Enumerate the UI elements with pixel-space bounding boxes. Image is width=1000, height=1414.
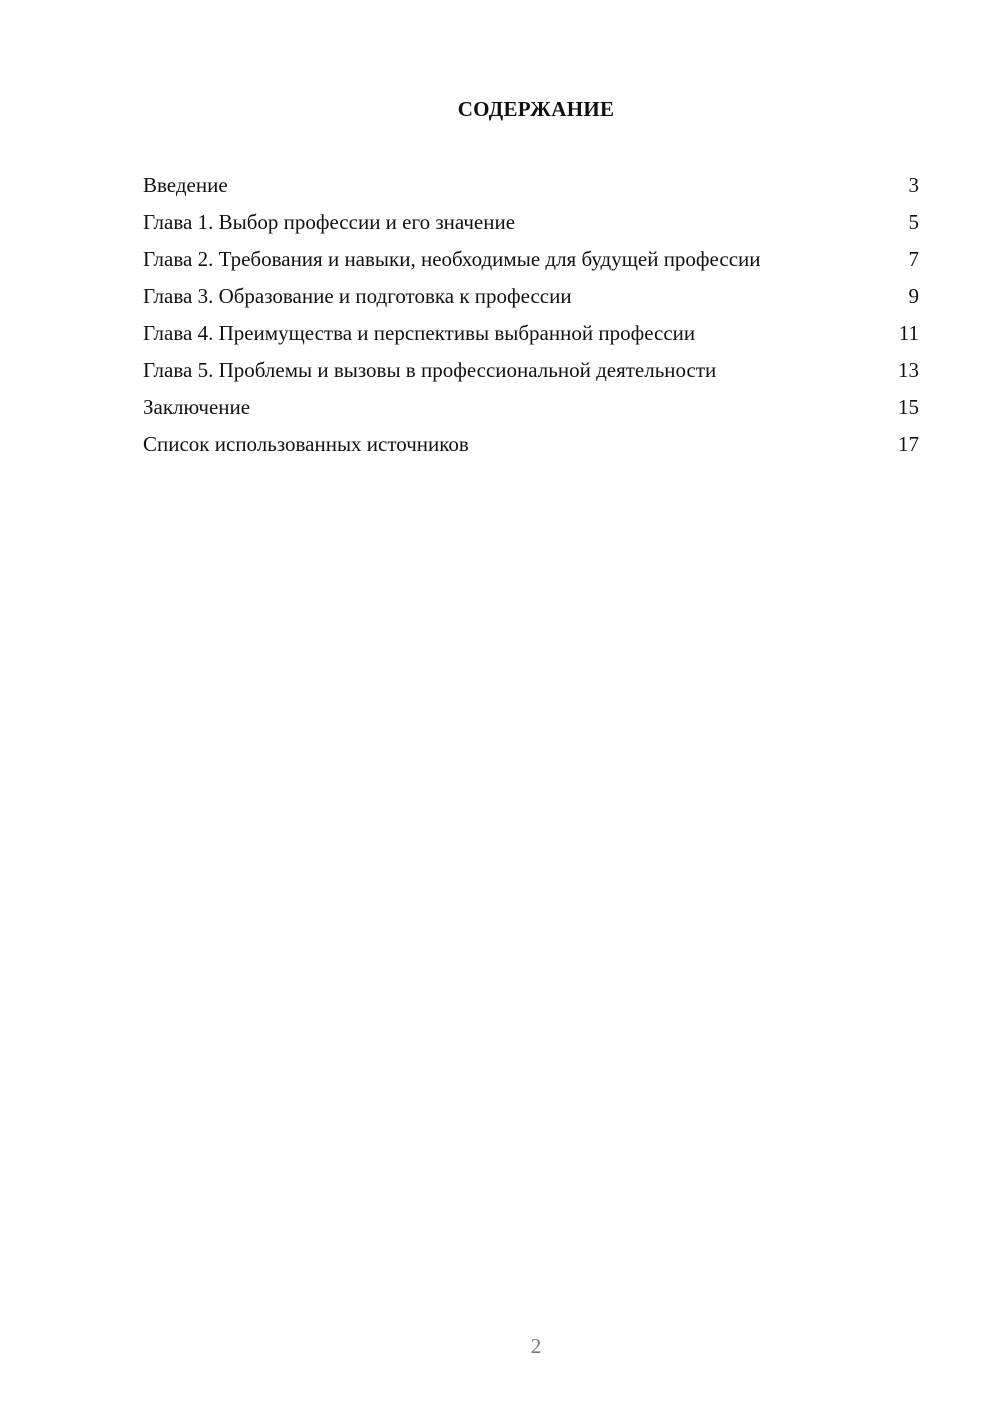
- toc-entry-chapter-1: [143, 209, 919, 236]
- toc-entry-page: 7: [908, 247, 919, 271]
- toc-entry-text: Глава 3. Образование и подготовка к профессии: [143, 284, 572, 308]
- toc-entry-chapter-2: [143, 246, 919, 273]
- toc-entry-text: Введение: [143, 173, 228, 197]
- toc-entry-chapter-5: [143, 357, 919, 384]
- toc-entry-chapter-4: [143, 320, 919, 347]
- toc-entry-page: 5: [908, 210, 919, 234]
- toc-entry-chapter-3: [143, 283, 919, 310]
- table-of-contents: [143, 172, 919, 468]
- toc-entry-references: [143, 431, 919, 458]
- toc-title: СОДЕРЖАНИЕ: [457, 97, 615, 121]
- toc-entry-text: Заключение: [143, 395, 251, 419]
- toc-entry-text: Глава 2. Требования и навыки, необходимые для будущей профессии: [143, 247, 761, 271]
- toc-entry-text: Список использованных источников: [143, 432, 469, 456]
- toc-entry-page: 9: [908, 284, 919, 308]
- toc-entry-page: 15: [898, 395, 919, 419]
- toc-entry-text: Глава 4. Преимущества и перспективы выбранной профессии: [143, 321, 696, 345]
- toc-entry-page: 3: [908, 173, 919, 197]
- toc-entry-page: 17: [898, 432, 919, 456]
- toc-entry-conclusion: [143, 394, 919, 421]
- toc-entry-text: Глава 1. Выбор профессии и его значение: [143, 210, 516, 234]
- page-number: 2: [530, 1334, 542, 1358]
- toc-entry-page: 13: [898, 358, 919, 382]
- toc-entry-page: 11: [898, 321, 919, 345]
- toc-entry-text: Глава 5. Проблемы и вызовы в профессиональной деятельности: [143, 358, 717, 382]
- toc-entry-introduction: [143, 172, 919, 199]
